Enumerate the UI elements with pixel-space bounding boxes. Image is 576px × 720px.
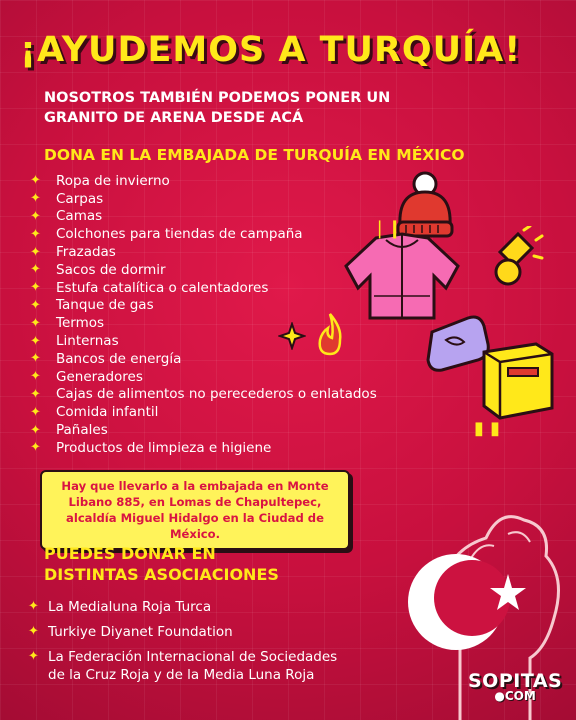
list-item [30,386,377,404]
sparkle-icon: ✦ [30,386,41,402]
item-label: Linternas [56,333,119,350]
association-label: La Federación Internacional de Sociedades de la Cruz Roja y de la Media Luna Roja [48,649,338,683]
item-label: Carpas [56,190,104,207]
item-label: Cajas de alimentos no perecederos o enlatados [56,386,377,403]
item-label: Ropa de invierno [56,172,170,189]
list-item [30,190,377,208]
flashlight-icon [488,226,544,294]
sparkle-icon: ✦ [28,624,39,639]
list-item [28,623,337,641]
item-label: Estufa catalítica o calentadores [56,279,269,296]
sparkle-icon: ✦ [28,599,39,614]
list-item [30,403,377,421]
sparkle-icon: ✦ [30,280,41,296]
list-item [30,243,377,261]
list-item [28,598,337,616]
association-label: La Medialuna Roja Turca [48,599,212,615]
sparkle-icon: ▮ ▮ [474,418,501,439]
sparkle-icon: ✦ [30,226,41,242]
item-label: Camas [56,208,103,225]
item-label: Generadores [56,368,143,385]
fire-icon [312,310,348,358]
section-heading: DONA EN LA EMBAJADA DE TURQUÍA EN MÉXICO [44,146,465,164]
box-icon [474,336,558,424]
list-item [28,648,337,684]
associations-list [28,598,337,691]
list-item [30,261,377,279]
list-item [30,172,377,190]
sparkle-icon: ✦ [30,422,41,438]
item-label: Productos de limpieza e higiene [56,439,272,456]
sparkle-icon: ✦ [30,440,41,456]
association-label: Turkiye Diyanet Foundation [48,624,233,640]
star-icon [278,322,306,350]
item-label: Pañales [56,422,108,439]
item-label: Tanque de gas [56,297,154,314]
sparkle-icon: ✦ [30,333,41,349]
sparkle-icon: ✦ [30,208,41,224]
list-item [30,439,377,457]
sparkle-icon: ✦ [30,297,41,313]
page-title: ¡AYUDEMOS A TURQUÍA! [20,30,522,70]
list-item [30,421,377,439]
item-label: Comida infantil [56,404,159,421]
logo-domain: ●COM [494,689,536,703]
sparkle-icon: ✦ [30,191,41,207]
item-label: Termos [56,315,105,332]
sparkle-icon: ✦ [30,369,41,385]
subtitle: NOSOTROS TAMBIÉN PODEMOS PONER UN GRANITO DE ARENA DESDE ACÁ [44,90,391,126]
sopitas-logo [468,670,562,703]
associations-heading: PUEDES DONAR EN DISTINTAS ASOCIACIONES [44,544,279,584]
sparkle-icon: ✦ [30,173,41,189]
sparkle-icon: ✦ [30,244,41,260]
sparkle-icon: ✦ [28,649,39,664]
address-note: Hay que llevarlo a la embajada en Monte Libano 885, en Lomas de Chapultepec, alcaldía Miguel Hidalgo en la Ciudad de México. [40,470,350,550]
list-item [30,368,377,386]
jacket-icon [336,226,468,326]
sparkle-icon: ✦ [30,262,41,278]
list-item [30,225,377,243]
sparkle-icon: ✦ [30,351,41,367]
item-label: Colchones para tiendas de campaña [56,226,303,243]
item-label: Bancos de energía [56,350,182,367]
list-item [30,208,377,226]
sparkle-icon: ✦ [30,404,41,420]
item-label: Frazadas [56,244,116,261]
list-item [30,279,377,297]
item-label: Sacos de dormir [56,261,166,278]
sparkle-icon: ✦ [30,315,41,331]
sparkle-icon: ❘❙ [372,218,403,239]
logo-text: SOPITAS [468,670,563,692]
